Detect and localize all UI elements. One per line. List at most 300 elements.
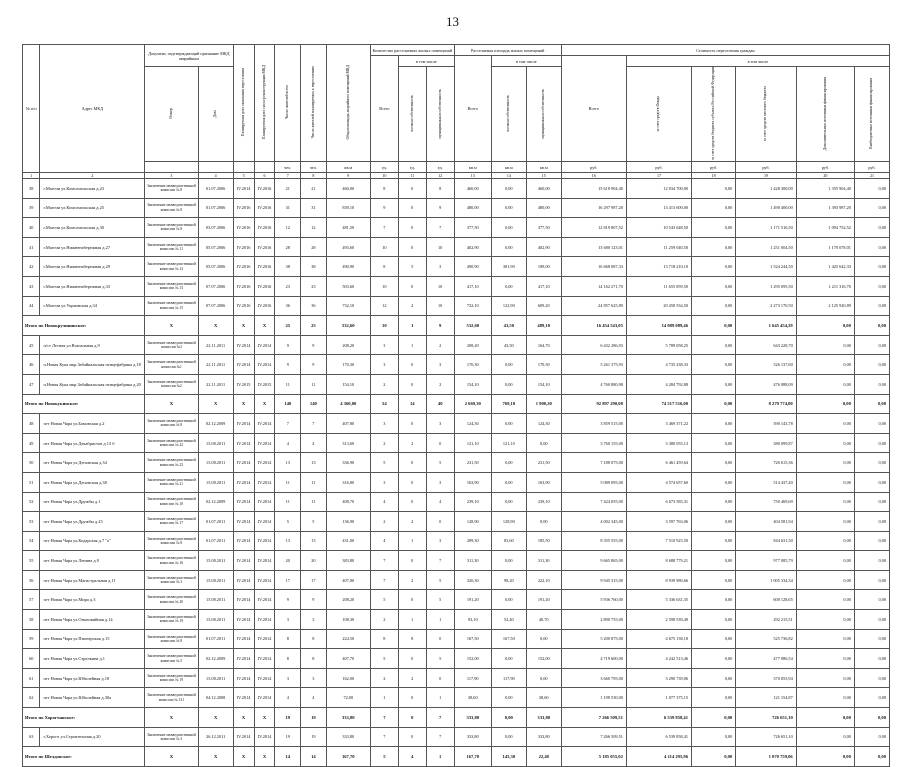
table-cell: 1 094 752,52 bbox=[796, 218, 854, 238]
table-cell: 2 bbox=[370, 433, 398, 453]
table-cell: 5 336 631,35 bbox=[626, 590, 691, 610]
table-cell: 1 393 987,20 bbox=[796, 198, 854, 218]
table-cell: IV.2014 bbox=[254, 649, 275, 669]
table-cell: 9 945 315,00 bbox=[561, 570, 626, 590]
unit-cell: ед. bbox=[426, 162, 454, 173]
address-cell: пгт Новая Чара ул.Дружбы д.25 bbox=[40, 512, 145, 532]
table-cell: 170,30 bbox=[326, 355, 370, 375]
table-cell: 0 bbox=[398, 551, 426, 571]
table-cell: IV.2014 bbox=[254, 492, 275, 512]
table-cell: 52,40 bbox=[491, 610, 526, 630]
address-cell: г.Магочи ул.Нижненабережная д.33 bbox=[40, 276, 145, 296]
row-number-cell: 46 bbox=[23, 355, 40, 375]
subtotal-cell: 7 bbox=[426, 708, 454, 728]
table-row bbox=[23, 727, 890, 747]
table-cell: IV.2014 bbox=[254, 433, 275, 453]
table-cell: 21 bbox=[301, 179, 327, 199]
table-cell: 2 bbox=[370, 512, 398, 532]
table-cell: IV.2014 bbox=[233, 355, 254, 375]
table-cell: 11 bbox=[275, 492, 301, 512]
table-cell: 0,00 bbox=[854, 296, 889, 316]
table-cell: 726 651,10 bbox=[736, 727, 797, 747]
table-cell: 3 bbox=[370, 335, 398, 355]
table-cell: 01.07.2011 bbox=[198, 629, 233, 649]
table-cell: 2 bbox=[426, 335, 454, 355]
address-cell: г.Магочи ул.Комсомольская д.30 bbox=[40, 218, 145, 238]
row-number-cell: 49 bbox=[23, 433, 40, 453]
table-cell: 163,90 bbox=[454, 472, 491, 492]
address-cell: пгт Новая Чара ул.Стрелкина д.1 bbox=[40, 649, 145, 669]
table-cell: 460,00 bbox=[526, 179, 561, 199]
address-cell: пгт Новая Чара ул.Декабристов д.13 б bbox=[40, 433, 145, 453]
table-cell: 162,00 bbox=[326, 668, 370, 688]
table-cell: 163,90 bbox=[526, 472, 561, 492]
table-cell: 4 bbox=[370, 531, 398, 551]
subtotal-row bbox=[23, 394, 890, 414]
table-cell: 0,00 bbox=[692, 570, 736, 590]
address-cell: пгт Новая Чара ул.Дружбы д.1 bbox=[40, 492, 145, 512]
table-cell: 0 bbox=[398, 355, 426, 375]
table-cell: 7 bbox=[426, 218, 454, 238]
table-cell: 108,30 bbox=[326, 610, 370, 630]
table-cell: 15.08.2011 bbox=[198, 433, 233, 453]
table-cell: 167,50 bbox=[454, 629, 491, 649]
table-cell: 8 bbox=[370, 629, 398, 649]
row-number-cell: 56 bbox=[23, 570, 40, 590]
subtotal-cell: 726 651,10 bbox=[736, 708, 797, 728]
table-cell: 5 200 875,00 bbox=[561, 629, 626, 649]
table-cell: 0,00 bbox=[854, 355, 889, 375]
table-cell: 122,90 bbox=[491, 296, 526, 316]
subtotal-cell: 0,00 bbox=[692, 708, 736, 728]
table-cell: 5 789 058,25 bbox=[626, 335, 691, 355]
table-cell: 3 bbox=[426, 472, 454, 492]
table-cell: 19 bbox=[301, 727, 327, 747]
table-cell: 117,90 bbox=[454, 668, 491, 688]
subtotal-cell: 14 bbox=[301, 747, 327, 767]
table-cell: 5 bbox=[370, 590, 398, 610]
table-cell: 0,00 bbox=[854, 629, 889, 649]
table-row bbox=[23, 512, 890, 532]
table-cell: 208,20 bbox=[326, 335, 370, 355]
subtotal-cell: 0,00 bbox=[854, 708, 889, 728]
table-cell: 154,10 bbox=[326, 374, 370, 394]
table-cell: 1 bbox=[370, 688, 398, 708]
row-number-cell: 52 bbox=[23, 492, 40, 512]
table-cell: 0,00 bbox=[491, 453, 526, 473]
subtotal-cell: 14 089 089,46 bbox=[626, 316, 691, 336]
table-cell: 10 543 648,50 bbox=[626, 218, 691, 238]
table-cell: 0,00 bbox=[854, 237, 889, 257]
table-cell: 0,00 bbox=[796, 590, 854, 610]
table-cell: 1 428 300,00 bbox=[736, 179, 797, 199]
subtotal-cell: 140 bbox=[301, 394, 327, 414]
subtotal-cell: 2 669,30 bbox=[454, 394, 491, 414]
table-cell: 22.11.2011 bbox=[198, 374, 233, 394]
table-row bbox=[23, 198, 890, 218]
header-rooms-private: частная собственность bbox=[409, 95, 414, 132]
subtotal-cell: 14 bbox=[398, 394, 426, 414]
table-cell: 136,90 bbox=[326, 512, 370, 532]
table-cell: 154,10 bbox=[526, 374, 561, 394]
table-cell: IV.2016 bbox=[254, 179, 275, 199]
table-row bbox=[23, 492, 890, 512]
table-cell: 2 bbox=[426, 374, 454, 394]
table-cell: IV.2014 bbox=[254, 512, 275, 532]
row-number-cell: 60 bbox=[23, 649, 40, 669]
table-cell: 514 437,40 bbox=[736, 472, 797, 492]
row-number-cell: 45 bbox=[23, 335, 40, 355]
header-rooms-municipal: муниципальная собственность bbox=[437, 88, 442, 139]
table-cell: 7 bbox=[370, 727, 398, 747]
table-cell: 4 bbox=[275, 688, 301, 708]
table-cell: 17 bbox=[275, 570, 301, 590]
table-cell: 0,00 bbox=[692, 433, 736, 453]
table-cell: 170,30 bbox=[454, 355, 491, 375]
subtotal-cell: 54 bbox=[370, 394, 398, 414]
table-cell: 600 128,65 bbox=[736, 590, 797, 610]
table-cell: 154,10 bbox=[454, 374, 491, 394]
table-cell: 0,00 bbox=[692, 512, 736, 532]
table-cell: 5 261 375,93 bbox=[561, 355, 626, 375]
table-cell: Заключение межведомственной комиссии № 5 bbox=[145, 649, 199, 669]
table-cell: 17 bbox=[301, 570, 327, 590]
table-cell: 239,10 bbox=[526, 492, 561, 512]
table-cell: 3 bbox=[426, 414, 454, 434]
table-cell: IV.2014 bbox=[254, 472, 275, 492]
table-cell: 72,00 bbox=[326, 688, 370, 708]
table-cell: 0 bbox=[398, 590, 426, 610]
table-cell: 0,00 bbox=[491, 355, 526, 375]
table-cell: IV.2014 bbox=[233, 551, 254, 571]
address-cell: пгт Новая Чара ул.Деповская д.38 bbox=[40, 472, 145, 492]
table-cell: 13 bbox=[301, 531, 327, 551]
table-cell: 12 bbox=[275, 218, 301, 238]
column-number: 1 bbox=[23, 173, 40, 179]
table-cell: 9 bbox=[301, 335, 327, 355]
table-cell: Заключение межведомственной комиссии № 8 bbox=[145, 218, 199, 238]
table-cell: 12 834 700,00 bbox=[626, 179, 691, 199]
table-cell: IV.2014 bbox=[254, 727, 275, 747]
table-cell: 402,90 bbox=[454, 237, 491, 257]
table-cell: Заключение межведомственной комиссии № 8 bbox=[145, 179, 199, 199]
table-cell: 460,00 bbox=[454, 179, 491, 199]
table-cell: 336,90 bbox=[326, 453, 370, 473]
header-area-incl: в том числе bbox=[491, 56, 561, 67]
header-cost-other: Внебюджетные источники финансирования bbox=[869, 78, 874, 149]
table-cell: 10 bbox=[426, 276, 454, 296]
subtotal-cell: 167,70 bbox=[326, 747, 370, 767]
table-cell: 5 bbox=[426, 649, 454, 669]
table-cell: IV.2014 bbox=[233, 531, 254, 551]
row-number-cell: 39 bbox=[23, 198, 40, 218]
table-cell: 10 bbox=[426, 237, 454, 257]
table-cell: 0,00 bbox=[854, 610, 889, 630]
table-cell: 170,30 bbox=[526, 355, 561, 375]
table-cell: 0,00 bbox=[526, 629, 561, 649]
table-row bbox=[23, 610, 890, 630]
table-cell: 38 bbox=[301, 257, 327, 277]
address-cell: г.Магочи ул.Украинская д.34 bbox=[40, 296, 145, 316]
subtotal-cell: X bbox=[254, 394, 275, 414]
table-cell: 4 bbox=[426, 492, 454, 512]
table-cell: 0,00 bbox=[854, 335, 889, 355]
table-cell: 481,50 bbox=[326, 218, 370, 238]
column-number: 3 bbox=[145, 173, 199, 179]
table-cell: 390 143,78 bbox=[736, 414, 797, 434]
table-cell: 3 469 371,22 bbox=[626, 414, 691, 434]
table-cell: 1 170 078,01 bbox=[796, 237, 854, 257]
table-cell: 10 bbox=[426, 296, 454, 316]
table-cell: Заключение межведомственной комиссии № 12 bbox=[145, 257, 199, 277]
table-cell: 407,80 bbox=[326, 570, 370, 590]
row-number-cell: 54 bbox=[23, 531, 40, 551]
header-area-group: Расселяемая площадь жилых помещений bbox=[454, 45, 561, 56]
table-cell: 10 bbox=[370, 237, 398, 257]
table-cell: 0,00 bbox=[491, 237, 526, 257]
unit-cell bbox=[145, 162, 199, 173]
subtotal-cell: 19 bbox=[275, 708, 301, 728]
table-cell: 0,00 bbox=[796, 688, 854, 708]
table-cell: IV.2014 bbox=[254, 551, 275, 571]
table-cell: 0,00 bbox=[491, 276, 526, 296]
table-cell: 0,00 bbox=[796, 472, 854, 492]
subtotal-cell: 7 bbox=[370, 708, 398, 728]
table-cell: IV.2014 bbox=[233, 649, 254, 669]
column-number: 13 bbox=[454, 173, 491, 179]
table-cell: 0,00 bbox=[692, 355, 736, 375]
table-cell: 0,00 bbox=[491, 218, 526, 238]
table-cell: 0,00 bbox=[796, 629, 854, 649]
row-number-cell: 57 bbox=[23, 590, 40, 610]
table-cell: 2 bbox=[398, 512, 426, 532]
table-cell: 0,00 bbox=[796, 668, 854, 688]
table-cell: 0,00 bbox=[491, 414, 526, 434]
table-cell: 15.08.2011 bbox=[198, 570, 233, 590]
table-cell: 121 154,87 bbox=[736, 688, 797, 708]
table-cell: 0,00 bbox=[692, 727, 736, 747]
table-cell: 7 bbox=[370, 551, 398, 571]
table-cell: IV.2016 bbox=[233, 198, 254, 218]
table-cell: 417,10 bbox=[526, 276, 561, 296]
table-cell: 0,00 bbox=[796, 610, 854, 630]
address-cell: пгт Новая Чара ул.Бамовская д.2 bbox=[40, 414, 145, 434]
table-cell: 6 673 585,31 bbox=[626, 492, 691, 512]
column-number: 5 bbox=[233, 173, 254, 179]
subtotal-cell: 0,00 bbox=[796, 708, 854, 728]
table-cell: 9 bbox=[301, 590, 327, 610]
table-cell: 1 524 244,50 bbox=[736, 257, 797, 277]
table-cell: 311,30 bbox=[454, 551, 491, 571]
row-number-cell: 40 bbox=[23, 218, 40, 238]
table-cell: 36 bbox=[301, 296, 327, 316]
table-row bbox=[23, 649, 890, 669]
table-cell: 0,00 bbox=[692, 414, 736, 434]
subtotal-cell: 0,00 bbox=[854, 394, 889, 414]
table-cell: Заключение межведомственной комиссии № 10 bbox=[145, 492, 199, 512]
table-cell: 9 bbox=[370, 198, 398, 218]
table-cell: 0,00 bbox=[796, 453, 854, 473]
subtotal-label: Итого по Новокручининское: bbox=[23, 316, 145, 336]
table-cell: 0,00 bbox=[854, 570, 889, 590]
table-cell: 0,00 bbox=[854, 531, 889, 551]
table-cell: 1 198 530,00 bbox=[561, 688, 626, 708]
table-cell: IV.2014 bbox=[233, 629, 254, 649]
table-cell: 5 bbox=[398, 257, 426, 277]
table-cell: 0,00 bbox=[692, 257, 736, 277]
table-cell: 23 bbox=[301, 276, 327, 296]
table-cell: 9 bbox=[426, 198, 454, 218]
table-cell: 4 719 600,00 bbox=[561, 649, 626, 669]
row-number-cell: 62 bbox=[23, 688, 40, 708]
table-cell: 407,70 bbox=[326, 649, 370, 669]
table-cell: 189,00 bbox=[526, 257, 561, 277]
table-cell: 0 bbox=[398, 414, 426, 434]
table-cell: Заключение межведомственной комиссии №2 bbox=[145, 374, 199, 394]
table-cell: 13 bbox=[301, 453, 327, 473]
table-cell: 490,90 bbox=[326, 257, 370, 277]
table-row bbox=[23, 218, 890, 238]
unit-cell bbox=[233, 162, 254, 173]
table-cell: IV.2014 bbox=[233, 179, 254, 199]
table-cell: 977 085,79 bbox=[736, 551, 797, 571]
table-cell: 3 bbox=[275, 610, 301, 630]
table-cell: 0,00 bbox=[692, 551, 736, 571]
column-number: 18 bbox=[692, 173, 736, 179]
table-cell: IV.2016 bbox=[254, 198, 275, 218]
table-cell: Заключение межведомственной комиссии № 3 bbox=[145, 570, 199, 590]
table-cell: 0,00 bbox=[526, 668, 561, 688]
table-cell: 5 089 095,00 bbox=[561, 472, 626, 492]
table-cell: 16 297 987,20 bbox=[561, 198, 626, 218]
unit-cell: руб. bbox=[796, 162, 854, 173]
table-cell: 3 760 155,00 bbox=[561, 433, 626, 453]
subtotal-cell: 0,00 bbox=[692, 394, 736, 414]
table-cell: 3 bbox=[275, 668, 301, 688]
table-cell: 6 461 459,64 bbox=[626, 453, 691, 473]
unit-cell: ед. bbox=[370, 162, 398, 173]
table-cell: 0,00 bbox=[854, 649, 889, 669]
header-residents-relocated: Число жителей планируемых к переселению bbox=[310, 66, 315, 139]
subtotal-cell: X bbox=[198, 708, 233, 728]
address-cell: пгт Новая Чара ул.Кодарская д.7 "а" bbox=[40, 531, 145, 551]
table-cell: 15.08.2011 bbox=[198, 472, 233, 492]
subtotal-cell: 0,00 bbox=[854, 747, 889, 767]
table-cell: 0,00 bbox=[854, 179, 889, 199]
table-cell: 1 251 004,50 bbox=[736, 237, 797, 257]
table-cell: 0,00 bbox=[854, 668, 889, 688]
header-area-total: Всего bbox=[454, 56, 491, 162]
table-cell: 0,00 bbox=[692, 276, 736, 296]
subtotal-cell: 140 bbox=[275, 394, 301, 414]
subtotal-cell: 92 897 290,08 bbox=[561, 394, 626, 414]
table-cell: 0,00 bbox=[491, 727, 526, 747]
subtotal-cell: 25 bbox=[275, 316, 301, 336]
table-cell: 0,00 bbox=[491, 590, 526, 610]
header-residents-total: Число жителей всего bbox=[285, 85, 290, 120]
table-cell: 3 bbox=[426, 257, 454, 277]
table-cell: 4 bbox=[301, 433, 327, 453]
table-cell: 224,50 bbox=[326, 629, 370, 649]
address-cell: пгт Новая Чара ул.Юбилейная д.18 bbox=[40, 668, 145, 688]
subtotal-cell: X bbox=[254, 747, 275, 767]
table-cell: IV.2014 bbox=[254, 453, 275, 473]
unit-cell: чел. bbox=[275, 162, 301, 173]
table-cell: 313,60 bbox=[326, 433, 370, 453]
table-cell: 239,10 bbox=[454, 492, 491, 512]
table-cell: IV.2014 bbox=[254, 531, 275, 551]
table-cell: 2 598 539,49 bbox=[626, 610, 691, 630]
table-cell: 28 bbox=[301, 237, 327, 257]
table-cell: 2 bbox=[398, 668, 426, 688]
table-cell: 4 bbox=[301, 688, 327, 708]
table-cell: 8 bbox=[275, 629, 301, 649]
table-cell: Заключение межведомственной комиссии № 131 bbox=[145, 688, 199, 708]
subtotal-cell: 0,00 bbox=[491, 708, 526, 728]
subtotal-cell: X bbox=[145, 316, 199, 336]
table-cell: Заключение межведомственной комиссии № 17 bbox=[145, 512, 199, 532]
table-row bbox=[23, 335, 890, 355]
table-cell: 23 bbox=[275, 276, 301, 296]
table-cell: 8 bbox=[275, 649, 301, 669]
table-cell: 191,20 bbox=[454, 590, 491, 610]
row-number-cell: 51 bbox=[23, 472, 40, 492]
table-cell: 26.12.2011 bbox=[198, 727, 233, 747]
table-cell: 0 bbox=[426, 629, 454, 649]
subtotal-cell: X bbox=[233, 394, 254, 414]
subtotal-cell: X bbox=[198, 394, 233, 414]
address-cell: пгт Новая Чара ул.Ленина д.9 bbox=[40, 551, 145, 571]
column-number: 2 bbox=[40, 173, 145, 179]
table-cell: 7 510 925,50 bbox=[626, 531, 691, 551]
table-cell: 11 655 859,50 bbox=[626, 276, 691, 296]
table-cell: 11 bbox=[275, 374, 301, 394]
subtotal-cell: 74 517 516,00 bbox=[626, 394, 691, 414]
table-cell: 15.08.2011 bbox=[198, 551, 233, 571]
table-cell: 732,10 bbox=[326, 296, 370, 316]
table-row bbox=[23, 355, 890, 375]
table-cell: IV.2016 bbox=[254, 257, 275, 277]
table-cell: 5 bbox=[370, 453, 398, 473]
table-cell: 40,70 bbox=[526, 610, 561, 630]
table-cell: 4 bbox=[275, 433, 301, 453]
table-cell: 38,60 bbox=[526, 688, 561, 708]
table-cell: 7 bbox=[426, 551, 454, 571]
table-cell: 0,00 bbox=[796, 433, 854, 453]
table-cell: 377,50 bbox=[526, 218, 561, 238]
table-cell: 0,00 bbox=[796, 335, 854, 355]
table-cell: 7 424 055,00 bbox=[561, 492, 626, 512]
subtotal-cell: X bbox=[233, 708, 254, 728]
table-cell: 477 086,54 bbox=[736, 649, 797, 669]
table-cell: 3 bbox=[370, 355, 398, 375]
table-cell: IV.2016 bbox=[233, 218, 254, 238]
table-cell: 15 618 904,40 bbox=[561, 179, 626, 199]
table-cell: IV.2014 bbox=[233, 512, 254, 532]
table-cell: 0 bbox=[398, 374, 426, 394]
table-cell: 167,50 bbox=[491, 629, 526, 649]
table-cell: 93,10 bbox=[454, 610, 491, 630]
table-cell: 9 bbox=[275, 590, 301, 610]
table-cell: 333,80 bbox=[454, 727, 491, 747]
table-cell: 0 bbox=[398, 649, 426, 669]
table-cell: 4 242 513,46 bbox=[626, 649, 691, 669]
table-cell: 152,00 bbox=[526, 649, 561, 669]
subtotal-cell: X bbox=[145, 747, 199, 767]
column-number: 12 bbox=[426, 173, 454, 179]
table-cell: 3 bbox=[370, 472, 398, 492]
table-cell: 0,00 bbox=[854, 727, 889, 747]
